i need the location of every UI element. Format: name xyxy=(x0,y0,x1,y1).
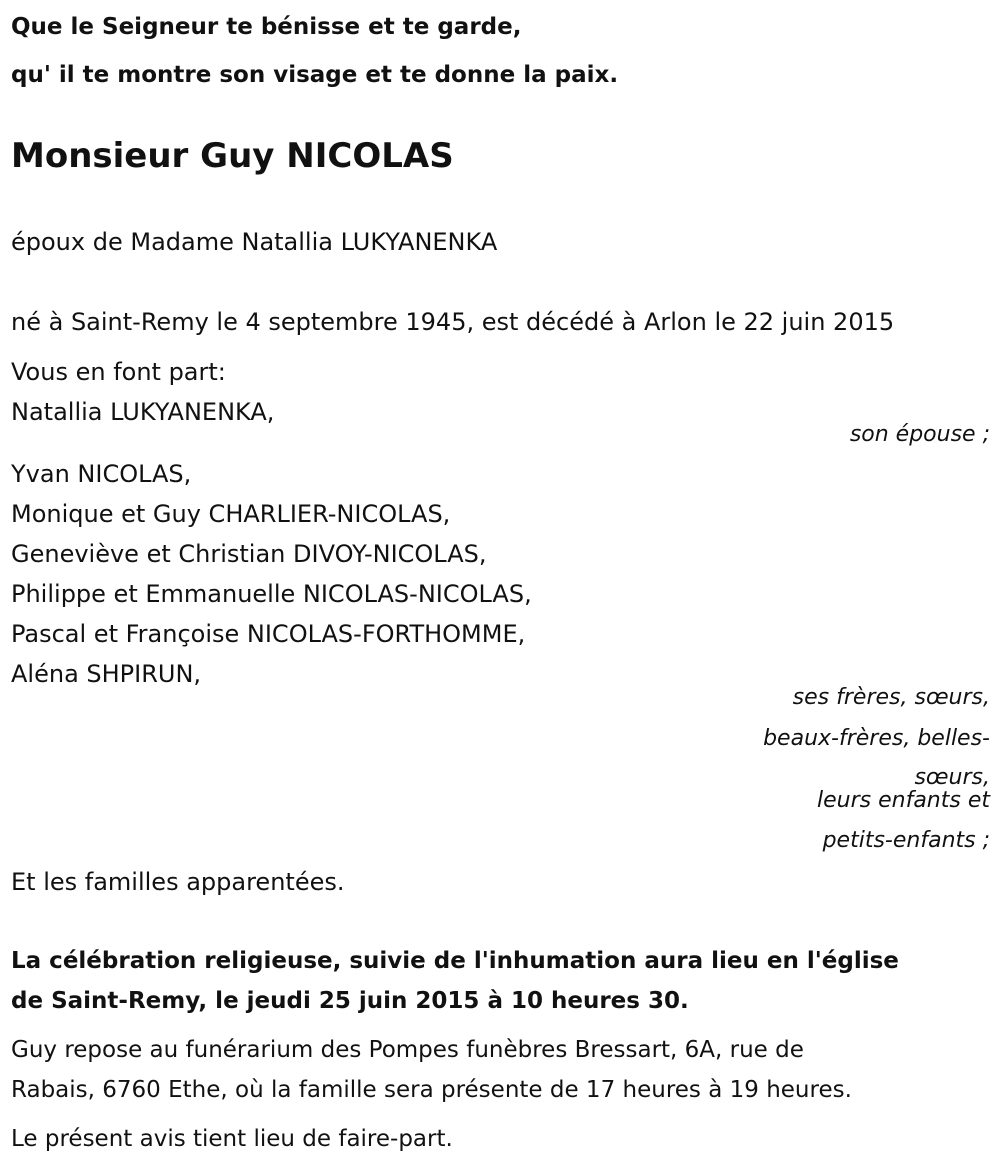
deceased-name: Monsieur Guy NICOLAS xyxy=(11,136,454,176)
members-role-line: sœurs, xyxy=(914,765,990,790)
spouse-role: son épouse ; xyxy=(849,422,990,447)
members-role-line: petits-enfants ; xyxy=(822,828,990,853)
visitation-line-1: Guy repose au funérarium des Pompes funèbres Bressart, 6A, rue de xyxy=(11,1037,804,1063)
relatives-line: Et les familles apparentées. xyxy=(11,868,345,896)
family-member: Aléna SHPIRUN, xyxy=(11,660,202,688)
members-role-line: ses frères, sœurs, xyxy=(792,685,990,710)
family-member: Pascal et Françoise NICOLAS-FORTHOMME, xyxy=(11,620,526,648)
verse-line-2: qu' il te montre son visage et te donne la paix. xyxy=(11,62,619,88)
family-intro: Vous en font part: xyxy=(11,358,226,386)
notice-line: Le présent avis tient lieu de faire-part. xyxy=(11,1126,453,1152)
family-member: Yvan NICOLAS, xyxy=(11,460,192,488)
family-member: Monique et Guy CHARLIER-NICOLAS, xyxy=(11,500,451,528)
family-member: Geneviève et Christian DIVOY-NICOLAS, xyxy=(11,540,487,568)
verse-line-1: Que le Seigneur te bénisse et te garde, xyxy=(11,14,522,40)
members-role-line: leurs enfants et xyxy=(817,788,990,813)
visitation-line-2: Rabais, 6760 Ethe, où la famille sera présente de 17 heures à 19 heures. xyxy=(11,1077,852,1103)
ceremony-line-1: La célébration religieuse, suivie de l'inhumation aura lieu en l'église xyxy=(11,948,899,974)
birth-death-line: né à Saint-Remy le 4 septembre 1945, est décédé à Arlon le 22 juin 2015 xyxy=(11,308,895,336)
members-role-line: beaux-frères, belles- xyxy=(763,726,990,751)
spouse-line: époux de Madame Natallia LUKYANENKA xyxy=(11,228,498,256)
family-spouse: Natallia LUKYANENKA, xyxy=(11,398,275,426)
ceremony-line-2: de Saint-Remy, le jeudi 25 juin 2015 à 10 heures 30. xyxy=(11,988,689,1014)
family-member: Philippe et Emmanuelle NICOLAS-NICOLAS, xyxy=(11,580,532,608)
